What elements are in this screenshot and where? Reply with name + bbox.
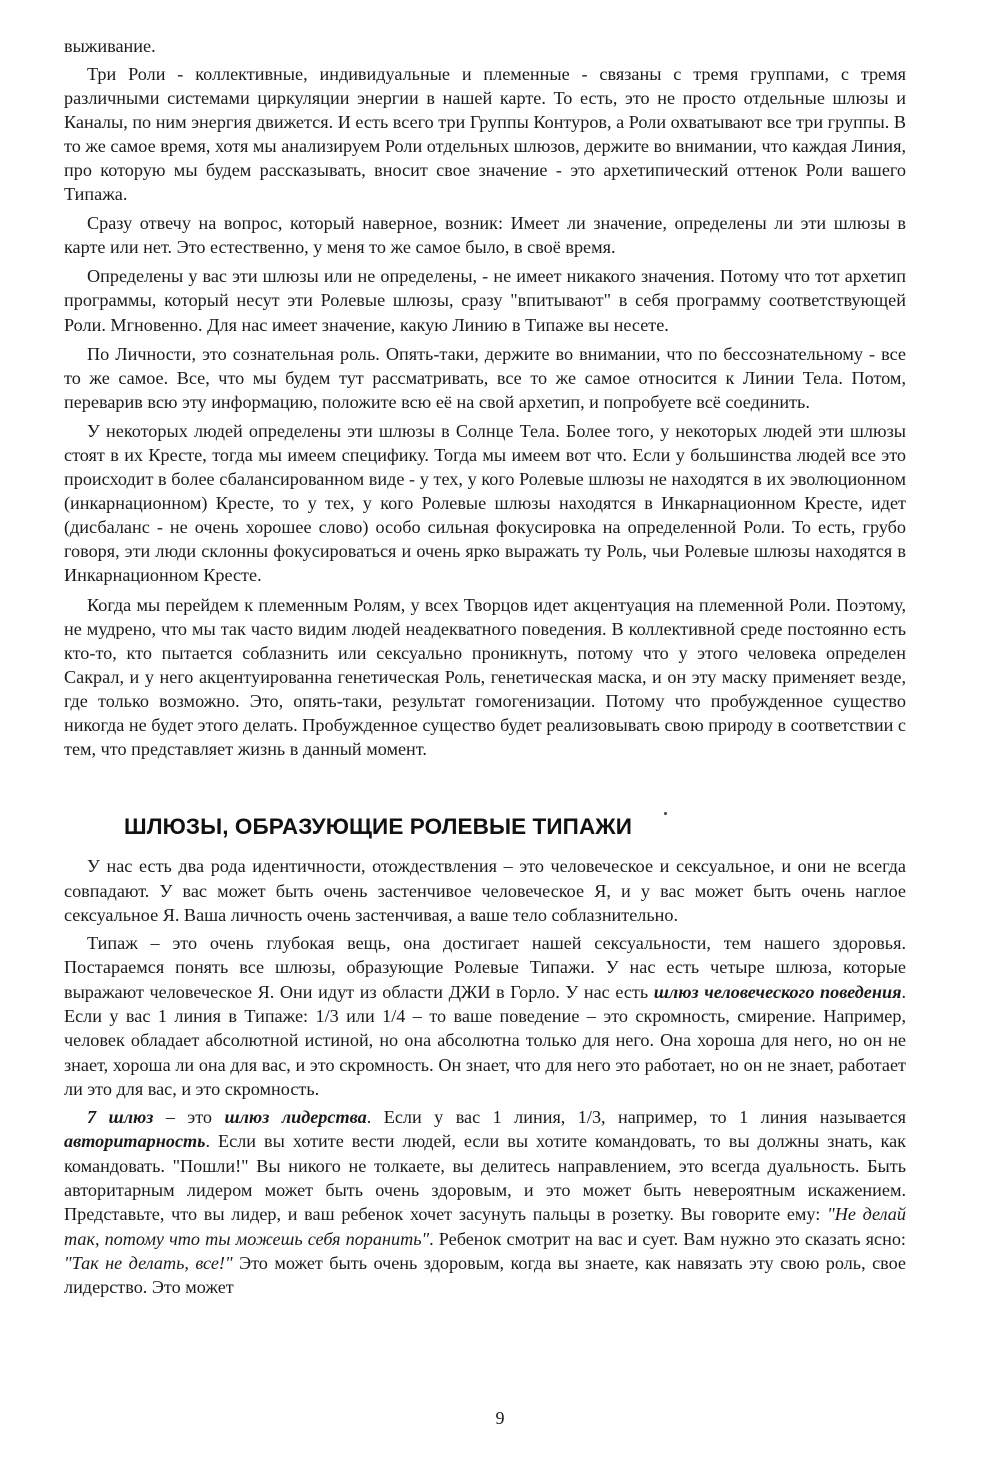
paragraph: Когда мы перейдем к племенным Ролям, у всех Творцов идет акцентуация на племенной Роли. Поэтому, не мудрено, что мы так часто видим людей неадекватного поведения. В коллективной среде постоянно есть кто-то, кто пытается соблазнить или сексуально проникнуть, потому что у этого человека определен Сакрал, и у него акцентуированна генетическая Роль, генетическая маска, и он эту маску применяет везде, где только возможно. Это, опять-таки, результат гомогенизации. Потому что пробужденное существо никогда не будет этого делать. Пробужденное существо будет реализовывать свою природу в соответствии с тем, что представляет жизнь в данный момент.: [64, 594, 906, 760]
emphasis: авторитарность: [64, 1131, 206, 1152]
continued-text: выживание.: [64, 36, 156, 56]
text-run: . Ребенок смотрит на вас и сует. Вам нужно это сказать ясно:: [429, 1228, 906, 1249]
section-heading: ШЛЮЗЫ, ОБРАЗУЮЩИЕ РОЛЕВЫЕ ТИПАЖИ: [124, 814, 632, 840]
paragraph: Определены у вас эти шлюзы или не определены, - не имеет никакого значения. Потому что тот архетип программы, который несут эти Ролевые шлюзы, сразу "впитывают" в себя программу соответствующей Роли. Мгновенно. Для нас имеет значение, какую Линию в Типаже вы несете.: [64, 266, 906, 335]
paragraph: [64, 1105, 906, 1299]
text-run: Типаж – это очень глубокая вещь, она достигает нашей сексуальности, тем нашего здоровья. Постараемся понять все шлюзы, образующие Ролевые Типажи. У нас есть четыре шлюза, которые выражают человеческое Я. Они идут из области ДЖИ в Горло. У нас есть: [64, 933, 906, 1002]
paragraph: Три Роли - коллективные, индивидуальные и племенные - связаны с тремя группами, с тремя различными системами циркуляции энергии в нашей карте. То есть, это не просто отдельные шлюзы и Каналы, по ним энергия движется. И есть всего три Группы Контуров, а Роли охватывают все три группы. В то же самое время, хотя мы анализируем Роли отдельных шлюзов, держите во внимании, что каждая Линия, про которую мы будем рассказывать, вносит свое значение - это архетипический оттенок Роли вашего Типажа.: [64, 63, 906, 205]
text-run: – это: [153, 1107, 225, 1128]
paragraph: По Личности, это сознательная роль. Опять-таки, держите во внимании, что по бессознательному - все то же самое. Все, что мы будем тут рассматривать, все то же самое относится к Линии Тела. Потом, переварив всю эту информацию, положите всю её на свой архетип, и попробуете всё соединить.: [64, 343, 906, 412]
text-run: . Если у вас 1 линия, 1/3, например, то 1 линия называется: [366, 1107, 907, 1128]
quote: "Не делай так, потому что ты можешь себя поранить": [64, 1204, 906, 1249]
emphasis: 7 шлюз: [87, 1107, 154, 1128]
text-run: . Если вы хотите вести людей, если вы хотите командовать, то вы должны знать, как командовать. "Пошли!" Вы никого не толкаете, вы делитесь направлением, это всегда дуальность. Быть авторитарным лидером может быть очень здоровым, и это может быть невероятным искажением. Представьте, что вы лидер, и ваш ребенок хочет засунуть пальцы в розетку. Вы говорите ему:: [64, 1131, 906, 1225]
section-body: [64, 854, 906, 1299]
paragraph: [64, 931, 906, 1101]
paragraph: У некоторых людей определены эти шлюзы в Солнце Тела. Более того, у некоторых людей эти шлюзы стоят в их Кресте, тогда мы имеем специфику. Тогда мы имеем вот что. Если у большинства людей все это происходит в более сбалансированном виде - у тех, у кого Ролевые шлюзы не находятся в их эволюционном (инкарнационном) Кресте, то у тех, у кого Ролевые шлюзы находятся в Инкарнационном Кресте, идет (дисбаланс - не очень хорошее слово) особо сильная фокусировка на определенной Роли. То есть, грубо говоря, эти люди склонны фокусироваться и очень ярко выражать ту Роль, чьи Ролевые шлюзы находятся в Инкарнационном Кресте.: [64, 420, 906, 586]
emphasis: шлюз человеческого поведения: [653, 981, 902, 1002]
emphasis: шлюз лидерства: [224, 1107, 367, 1128]
quote: "Так не делать, все!": [64, 1252, 233, 1273]
page-body: [64, 34, 906, 1304]
paragraph: У нас есть два рода идентичности, отождествления – это человеческое и сексуальное, и они не всегда совпадают. У вас может быть очень застенчивое человеческое Я, и у вас может быть очень наглое сексуальное Я. Ваша личность очень застенчивая, а ваше тело соблазнительно.: [64, 856, 906, 925]
page-number: 9: [495, 1408, 505, 1428]
text-run: . Если у вас 1 линия в Типаже: 1/3 или 1/4 – то ваше поведение – это скромность, смирение. Например, человек обладает абсолютной истиной, но она абсолютна только для него. Она хороша для него, но он не знает, хороша ли она для вас, и это скромность. Он знает, что для него это работает, но он не знает, работает ли это для вас, и это скромность.: [64, 981, 906, 1099]
text-run: Это может быть очень здоровым, когда вы знаете, как навязать эту свою роль, свое лидерство. Это может: [64, 1252, 906, 1298]
paragraph: Сразу отвечу на вопрос, который наверное, возник: Имеет ли значение, определены ли эти шлюзы в карте или нет. Это естественно, у меня то же самое было, в своё время.: [64, 213, 906, 258]
scan-speck: [664, 812, 667, 815]
